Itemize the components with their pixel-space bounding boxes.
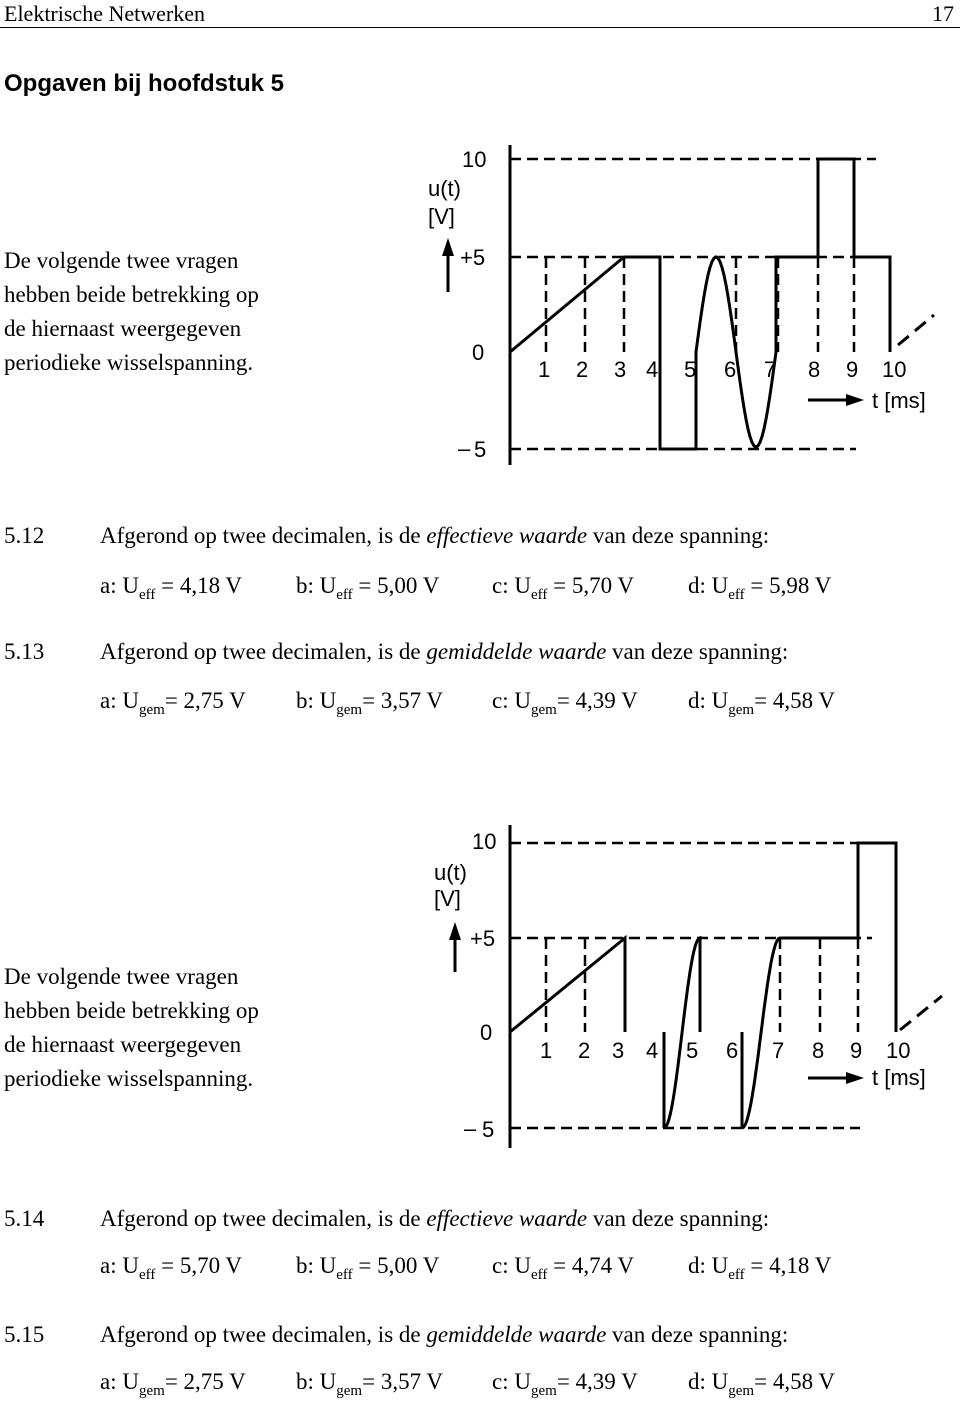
x-tick: 7 (772, 1038, 785, 1063)
intro-line: hebben beide betrekking op (4, 998, 259, 1023)
x-tick: 6 (726, 1038, 739, 1063)
x-tick: 9 (850, 1038, 863, 1063)
answer-b[interactable]: b: $U_{eff} = 5,00$ V (296, 573, 440, 603)
intro-line: hebben beide betrekking op (4, 282, 259, 307)
y-tick-0: 0 (472, 340, 485, 365)
answer-d[interactable]: d: $U_{eff} = 4,18$ V (688, 1253, 832, 1283)
x-tick: 4 (646, 357, 659, 382)
continuation-dash (900, 996, 942, 1030)
x-tick: 8 (808, 357, 821, 382)
intro-line: De volgende twee vragen (4, 248, 239, 273)
x-axis-label: t [ms] (872, 388, 926, 413)
waveform-2 (510, 843, 896, 1128)
x-tick: 3 (614, 357, 627, 382)
intro-line: periodieke wisselspanning. (4, 350, 254, 375)
question-text: Afgerond op twee decimalen, is de effectieve waarde van deze spanning: (100, 523, 770, 548)
x-tick: 3 (612, 1038, 625, 1063)
question-emphasis: gemiddelde waarde (426, 639, 607, 664)
x-tick: 10 (886, 1038, 911, 1063)
answer-b[interactable]: b: $U_{eff} = 5,00$ V (296, 1253, 440, 1283)
y-label-2: [V] (428, 204, 455, 229)
answer-a[interactable]: a: $U_{gem}= 2,75$ V (100, 688, 246, 718)
answer-a[interactable]: a: $U_{eff} = 4,18$ V (100, 573, 243, 603)
question-number: 5.15 (4, 1322, 45, 1347)
y-tick-10: 10 (462, 147, 487, 172)
x-tick: 2 (576, 357, 589, 382)
answer-b[interactable]: b: $U_{gem}= 3,57$ V (296, 688, 444, 718)
y-label-2: [V] (434, 886, 461, 911)
question-emphasis: effectieve waarde (426, 1206, 588, 1231)
y-tick-0: 0 (480, 1020, 493, 1045)
x-tick: 2 (578, 1038, 591, 1063)
y-label-1: u(t) (428, 176, 461, 201)
answer-b[interactable]: b: $U_{gem}= 3,57$ V (296, 1369, 444, 1399)
y-tick-plus5: +5 (470, 926, 496, 951)
answer-a[interactable]: a: $U_{gem}= 2,75$ V (100, 1369, 246, 1399)
question-number: 5.13 (4, 639, 45, 664)
y-tick-minus-sign: – (458, 436, 471, 461)
x-tick: 9 (846, 357, 859, 382)
question-text: Afgerond op twee decimalen, is de gemiddelde waarde van deze spanning: (100, 1322, 789, 1347)
x-tick: 10 (882, 357, 907, 382)
answer-d[interactable]: d: $U_{gem}= 4,58$ V (688, 688, 836, 718)
question-number: 5.14 (4, 1206, 45, 1231)
x-tick: 5 (686, 1038, 699, 1063)
answer-c[interactable]: c: $U_{gem}= 4,39$ V (492, 688, 638, 718)
x-axis-label: t [ms] (872, 1065, 926, 1090)
chapter-title: Opgaven bij hoofdstuk 5 (4, 70, 285, 97)
answer-c[interactable]: c: $U_{eff} = 4,74$ V (492, 1253, 635, 1283)
x-tick: 1 (540, 1038, 553, 1063)
question-text: Afgerond op twee decimalen, is de effectieve waarde van deze spanning: (100, 1206, 770, 1231)
page-number: 17 (932, 1, 954, 26)
x-tick: 1 (538, 357, 551, 382)
y-tick-plus5: +5 (460, 245, 486, 270)
question-emphasis: effectieve waarde (426, 523, 588, 548)
intro-line: periodieke wisselspanning. (4, 1066, 254, 1091)
question-number: 5.12 (4, 523, 45, 548)
question-text: Afgerond op twee decimalen, is de gemiddelde waarde van deze spanning: (100, 639, 789, 664)
x-tick: 5 (684, 357, 697, 382)
answer-c[interactable]: c: $U_{eff} = 5,70$ V (492, 573, 635, 603)
y-tick-minus5: 5 (474, 437, 487, 462)
y-label-1: u(t) (434, 860, 467, 885)
x-tick: 8 (812, 1038, 825, 1063)
answer-d[interactable]: d: $U_{eff} = 5,98$ V (688, 573, 832, 603)
y-tick-minus5: 5 (482, 1117, 495, 1142)
y-tick-minus-sign: – (464, 1116, 477, 1141)
answer-a[interactable]: a: $U_{eff} = 5,70$ V (100, 1253, 243, 1283)
intro-line: De volgende twee vragen (4, 964, 239, 989)
x-tick: 4 (646, 1038, 659, 1063)
intro-line: de hiernaast weergegeven (4, 1032, 242, 1057)
answer-c[interactable]: c: $U_{gem}= 4,39$ V (492, 1369, 638, 1399)
y-tick-10: 10 (472, 829, 497, 854)
question-emphasis: gemiddelde waarde (426, 1322, 607, 1347)
answer-d[interactable]: d: $U_{gem}= 4,58$ V (688, 1369, 836, 1399)
intro-line: de hiernaast weergegeven (4, 316, 242, 341)
x-tick: 7 (764, 357, 777, 382)
y-arrow-head (449, 922, 461, 940)
x-tick: 6 (724, 357, 737, 382)
t-arrow-head (846, 1072, 864, 1084)
running-title: Elektrische Netwerken (4, 1, 205, 26)
